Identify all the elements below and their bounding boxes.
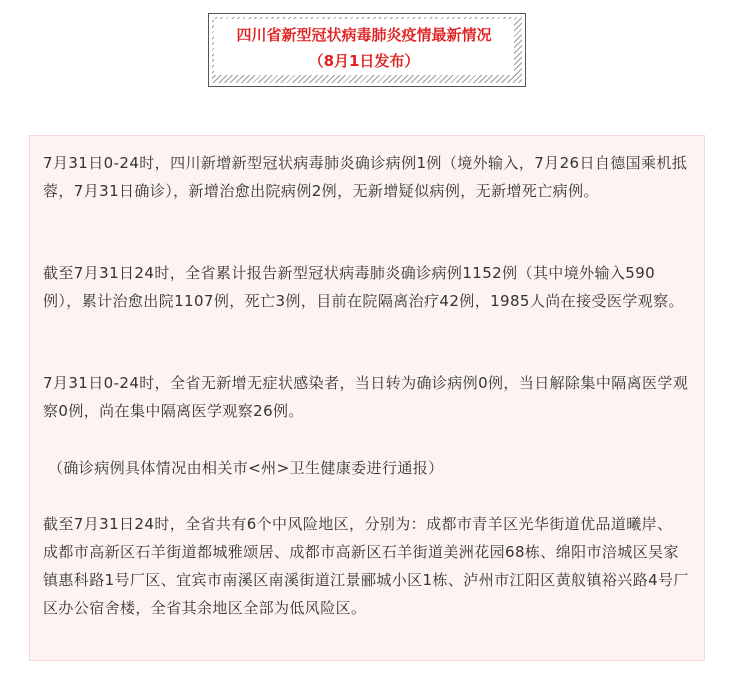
paragraph-notice: （确诊病例具体情况由相关市<州>卫生健康委进行通报）: [48, 459, 444, 477]
paragraph-asymptomatic: 7月31日0-24时，全省无新增无症状感染者，当日转为确诊病例0例，当日解除集中隔离医学观察0例，尚在集中隔离医学观察26例。: [43, 374, 689, 420]
paragraph-cumulative-cases: 截至7月31日24时，全省累计报告新型冠状病毒肺炎确诊病例1152例（其中境外输入590例），累计治愈出院1107例，死亡3例，目前在院隔离治疗42例，1985人尚在接受医学观察。: [43, 264, 684, 310]
title-box: [214, 19, 514, 75]
paragraph-daily-new-cases: 7月31日0-24时，四川新增新型冠状病毒肺炎确诊病例1例（境外输入，7月26日自德国乘机抵蓉，7月31日确诊），新增治愈出院病例2例，无新增疑似病例，无新增死亡病例。: [43, 154, 688, 200]
report-content-box: [29, 135, 705, 661]
title-frame: [208, 13, 526, 87]
publish-date: （8月1日发布）: [308, 52, 420, 70]
page-title: 四川省新型冠状病毒肺炎疫情最新情况: [236, 26, 492, 44]
paragraph-risk-areas: 截至7月31日24时，全省共有6个中风险地区，分别为：成都市青羊区光华街道优品道曦岸、 成都市高新区石羊街道都城雅颂居、成都市高新区石羊街道美洲花园68栋、绵阳市涪城区吴家镇惠科路1号厂区、宜宾市南溪区南溪街道江景郦城小区1栋、泸州市江阳区黄舣镇裕兴路4号厂区办公宿舍楼，全省其余地区全部为低风险区。: [43, 515, 689, 617]
